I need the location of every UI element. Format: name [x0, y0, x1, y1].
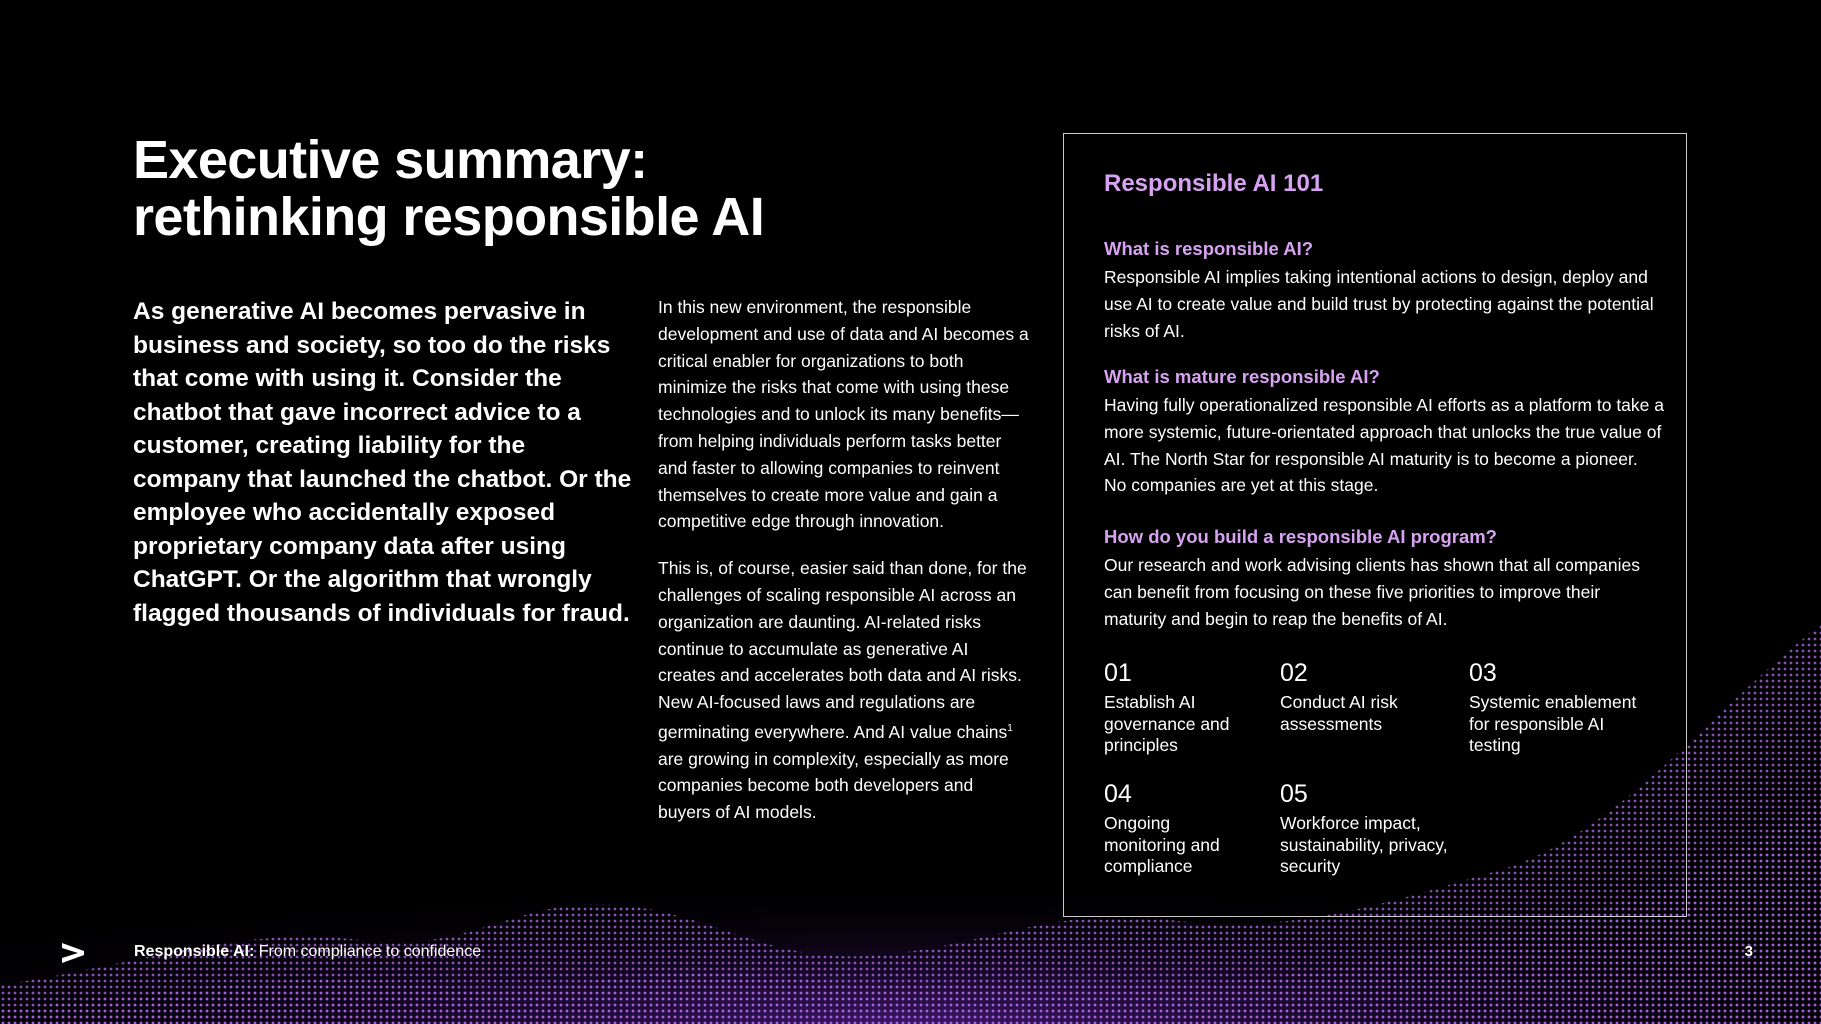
qa-item — [1104, 525, 1664, 632]
panel-title: Responsible AI 101 — [1104, 170, 1324, 197]
qa-item — [1104, 365, 1664, 499]
footer-title-bold: Responsible AI: — [134, 943, 255, 960]
qa-item — [1104, 237, 1664, 344]
page-title-line-2: rethinking responsible AI — [133, 187, 765, 247]
qa-answer: Our research and work advising clients has shown that all companies can benefit from focusing on these five priorities to improve their maturity and begin to reap the benefits of AI. — [1104, 555, 1640, 629]
qa-question: What is responsible AI? — [1104, 238, 1314, 259]
priority-label: Conduct AI risk assessments — [1280, 692, 1398, 734]
qa-answer: Responsible AI implies taking intentional actions to design, deploy and use AI to create value and build trust by protecting against the potential risks of AI. — [1104, 267, 1654, 341]
chevron-right-icon — [60, 940, 86, 966]
priority-number: 01 — [1104, 659, 1132, 687]
qa-question: What is mature responsible AI? — [1104, 366, 1380, 387]
priority-item — [1104, 658, 1254, 757]
page-title-line-1: Executive summary: — [133, 130, 648, 190]
priority-number: 02 — [1280, 659, 1308, 687]
priority-item — [1104, 779, 1254, 878]
body-paragraph-2 — [658, 555, 1030, 826]
priority-label: Ongoing monitoring and compliance — [1104, 813, 1220, 876]
responsible-ai-101-panel — [1063, 133, 1687, 917]
priority-number: 03 — [1469, 659, 1497, 687]
page-number: 3 — [1744, 943, 1753, 960]
priority-number: 04 — [1104, 780, 1132, 808]
page-title — [133, 132, 764, 246]
footer-title-rest: From compliance to confidence — [254, 943, 482, 960]
priority-label: Systemic enablement for responsible AI testing — [1469, 692, 1637, 755]
footnote-marker: 1 — [1007, 722, 1013, 734]
priority-item — [1469, 658, 1659, 757]
lead-paragraph: As generative AI becomes pervasive in business and society, so too do the risks that come with using it. Consider the chatbot that gave incorrect advice to a customer, creating liability for the company that launched the chatbot. Or the employee who accidentally exposed proprietary company data after using ChatGPT. Or the algorithm that wrongly flagged thousands of individuals for fraud. — [133, 298, 632, 627]
priority-label: Workforce impact, sustainability, privacy, security — [1280, 813, 1448, 876]
qa-question: How do you build a responsible AI program? — [1104, 526, 1497, 547]
priority-label: Establish AI governance and principles — [1104, 692, 1230, 755]
body-paragraph-2-start: This is, of course, easier said than done, for the challenges of scaling responsible AI across an organization are daunting. AI-related risks continue to accumulate as generative AI creates and accelerates both data and AI risks. New AI-focused laws and regulations are germinating everywhere. And AI value chains — [658, 558, 1027, 742]
priority-number: 05 — [1280, 780, 1308, 808]
priority-item — [1280, 658, 1450, 735]
priority-item — [1280, 779, 1450, 878]
qa-answer: Having fully operationalized responsible AI efforts as a platform to take a more systemic, future-orientated approach that unlocks the true value of AI. The North Star for responsible AI maturity is to become a pioneer. No companies are yet at this stage. — [1104, 395, 1664, 496]
body-column — [658, 294, 1030, 846]
footer-title — [134, 943, 481, 961]
body-paragraph-2-end: are growing in complexity, especially as more companies become both developers and buyers of AI models. — [658, 748, 1009, 823]
body-paragraph-1: In this new environment, the responsible development and use of data and AI becomes a critical enabler for organizations to both minimize the risks that come with using these technologies and to unlock its many benefits—from helping individuals perform tasks better and faster to allowing companies to reinvent themselves to create more value and gain a competitive edge through innovation. — [658, 297, 1029, 532]
